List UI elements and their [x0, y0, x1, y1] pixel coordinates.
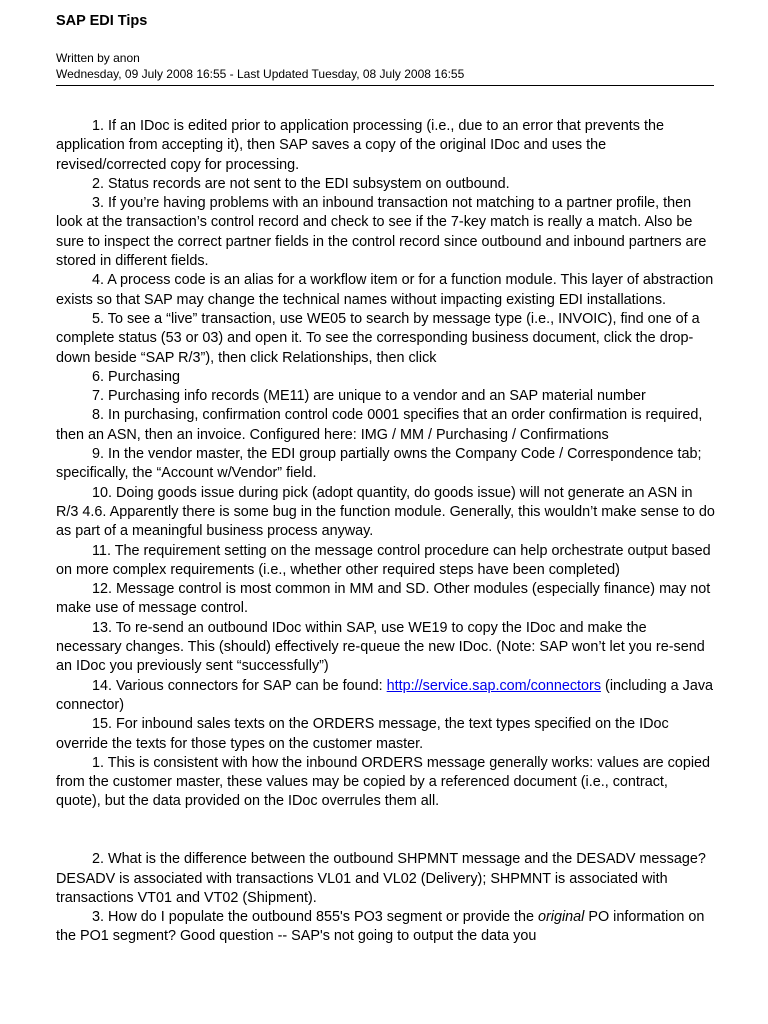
- item-number: 1.: [92, 118, 105, 134]
- item-number: 2.: [92, 851, 105, 868]
- item-text: Message control is most common in MM and SD. Other modules (especially finance) may not make use of message control.: [56, 581, 711, 617]
- list-item: [56, 677, 716, 716]
- document-body: [56, 117, 716, 947]
- item-text: Doing goods issue during pick (adopt quantity, do goods issue) will not generate an ASN in R/3 4.6. Apparently there is some bug in the function module. Generally, this wouldn’t make sense to do as part of a meaningful business process anyway.: [56, 484, 715, 540]
- list-item: [56, 908, 716, 947]
- item-number: 13.: [92, 619, 113, 636]
- item-text: The requirement setting on the message control procedure can help orchestrate output based on more complex requirements (i.e., whether other required steps have been completed): [56, 542, 711, 578]
- item-number: 15.: [92, 716, 113, 733]
- item-text: What is the difference between the outbound SHPMNT message and the DESADV message? DESADV is associated with transactions VL01 and VL02 (Delivery); SHPMNT is associated with transactions VT01 and VT02 (Shipment).: [56, 851, 706, 906]
- list-item: [56, 542, 716, 581]
- list-item: [56, 484, 716, 542]
- list-item: [56, 445, 716, 484]
- item-text: Purchasing: [108, 368, 181, 385]
- item-text: If an IDoc is edited prior to application processing (i.e., due to an error that prevents the application from accepting it), then SAP saves a copy of the original IDoc and uses the revised/corrected copy for processing.: [56, 118, 664, 173]
- item-number: 11.: [92, 542, 111, 559]
- item-number: 5.: [92, 310, 105, 327]
- item-text: To see a “live” transaction, use WE05 to search by message type (i.e., INVOIC), find one of a complete status (53 or 03) and open it. To see the corresponding business document, click the drop-down beside “SAP R/3”), then click Relationships, then click: [56, 310, 700, 366]
- document-title: SAP EDI Tips: [56, 13, 148, 29]
- item-number: 10.: [92, 484, 113, 501]
- item-number: 2.: [92, 175, 105, 192]
- list-item: [56, 175, 716, 194]
- item-text: PO information on the PO1 segment? Good question -- SAP's not going to output the data you: [56, 909, 705, 945]
- dates-line: Wednesday, 09 July 2008 16:55 - Last Updated Tuesday, 08 July 2008 16:55: [56, 67, 465, 81]
- item-text: This is consistent with how the inbound ORDERS message generally works: values are copied from the customer master, these values may be copied by a referenced document (i.e., contract, quote), but the data provided on the IDoc overrules them all.: [56, 754, 711, 810]
- connectors-link[interactable]: http://service.sap.com/connectors: [386, 677, 602, 694]
- item-text: If you’re having problems with an inbound transaction not matching to a partner profile, then look at the transaction’s control record and check to see if the 7-key match is really a match. Also be sure to inspect the correct partner fields in the control record since outbound and inbound partners are stored in different fields.: [56, 195, 707, 270]
- item-number: 9.: [92, 446, 105, 463]
- list-item: [56, 406, 716, 445]
- item-text: (including a Java connector): [56, 677, 714, 713]
- item-number: 12.: [92, 581, 113, 598]
- item-number: 7.: [92, 388, 105, 405]
- list-item: [56, 619, 716, 677]
- list-item: [56, 715, 716, 754]
- item-text: Status records are not sent to the EDI subsystem on outbound.: [108, 175, 510, 192]
- item-number: 4.: [92, 272, 105, 289]
- document-meta: [56, 50, 464, 82]
- list-item: [56, 580, 716, 619]
- item-number: 1.: [92, 754, 105, 771]
- list-item: [56, 194, 716, 271]
- item-text: In the vendor master, the EDI group partially owns the Company Code / Correspondence tab; specifically, the “Account w/Vendor” field.: [56, 446, 702, 482]
- item-number: 8.: [92, 407, 105, 424]
- list-item: [56, 754, 716, 812]
- list-item: [56, 387, 716, 406]
- header-divider: [56, 85, 714, 86]
- item-text: How do I populate the outbound 855's PO3 segment or provide the: [108, 909, 538, 926]
- list-item: [56, 368, 716, 387]
- list-item: [56, 310, 716, 368]
- list-item: [56, 850, 716, 908]
- author-line: Written by anon: [56, 51, 140, 65]
- item-text: For inbound sales texts on the ORDERS message, the text types specified on the IDoc override the texts for those types on the customer master.: [56, 716, 669, 752]
- item-text: A process code is an alias for a workflow item or for a function module. This layer of abstraction exists so that SAP may change the technical names without impacting existing EDI installations.: [56, 272, 714, 308]
- item-text: Purchasing info records (ME11) are unique to a vendor and an SAP material number: [108, 388, 646, 405]
- paragraph-gap: [56, 812, 716, 851]
- item-number: 14.: [92, 677, 113, 694]
- item-number: 6.: [92, 368, 105, 385]
- list-item: [56, 117, 716, 175]
- item-text: To re-send an outbound IDoc within SAP, use WE19 to copy the IDoc and make the necessary changes. This (should) effectively re-queue the new IDoc. (Note: SAP won’t let you re-send an IDoc you previously sent “successfully”): [56, 619, 705, 675]
- item-number: 3.: [92, 909, 105, 926]
- item-number: 3.: [92, 195, 105, 212]
- emphasis-text: original: [537, 909, 585, 926]
- item-text: In purchasing, confirmation control code 0001 specifies that an order confirmation is required, then an ASN, then an invoice. Configured here: IMG / MM / Purchasing / Confirmations: [56, 407, 703, 443]
- list-item: [56, 271, 716, 310]
- item-text: Various connectors for SAP can be found:: [116, 677, 387, 694]
